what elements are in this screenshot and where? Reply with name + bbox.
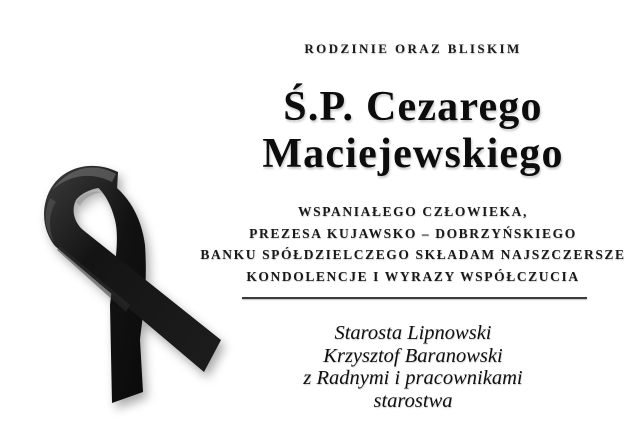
signature-line: starostwa: [373, 389, 453, 412]
announcement-text-column: [198, 0, 628, 447]
signature-line: z Radnymi i pracownikami: [303, 367, 523, 389]
signature-block: [198, 322, 628, 412]
tribute-line: PREZESA KUJAWSKO – DOBRZYŃSKIEGO: [249, 225, 577, 241]
title-line-1: Ś.P. Cezarego: [283, 84, 543, 130]
divider-line: [242, 297, 587, 299]
dedication-line: RODZINIE ORAZ BLISKIM: [304, 41, 522, 56]
tribute-line: KONDOLENCJE I WYRAZY WSPÓŁCZUCIA: [246, 268, 580, 284]
title-line-2: Maciejewskiego: [262, 131, 564, 177]
tribute-paragraph: [198, 201, 628, 287]
tribute-line: WSPANIAŁEGO CZŁOWIEKA,: [298, 204, 528, 219]
tribute-line: BANKU SPÓŁDZIELCZEGO SKŁADAM NAJSZCZERSZE: [200, 247, 626, 262]
deceased-name-title: [198, 84, 628, 178]
signature-line: Krzysztof Baranowski: [323, 344, 503, 367]
signature-line: Starosta Lipnowski: [334, 322, 492, 344]
